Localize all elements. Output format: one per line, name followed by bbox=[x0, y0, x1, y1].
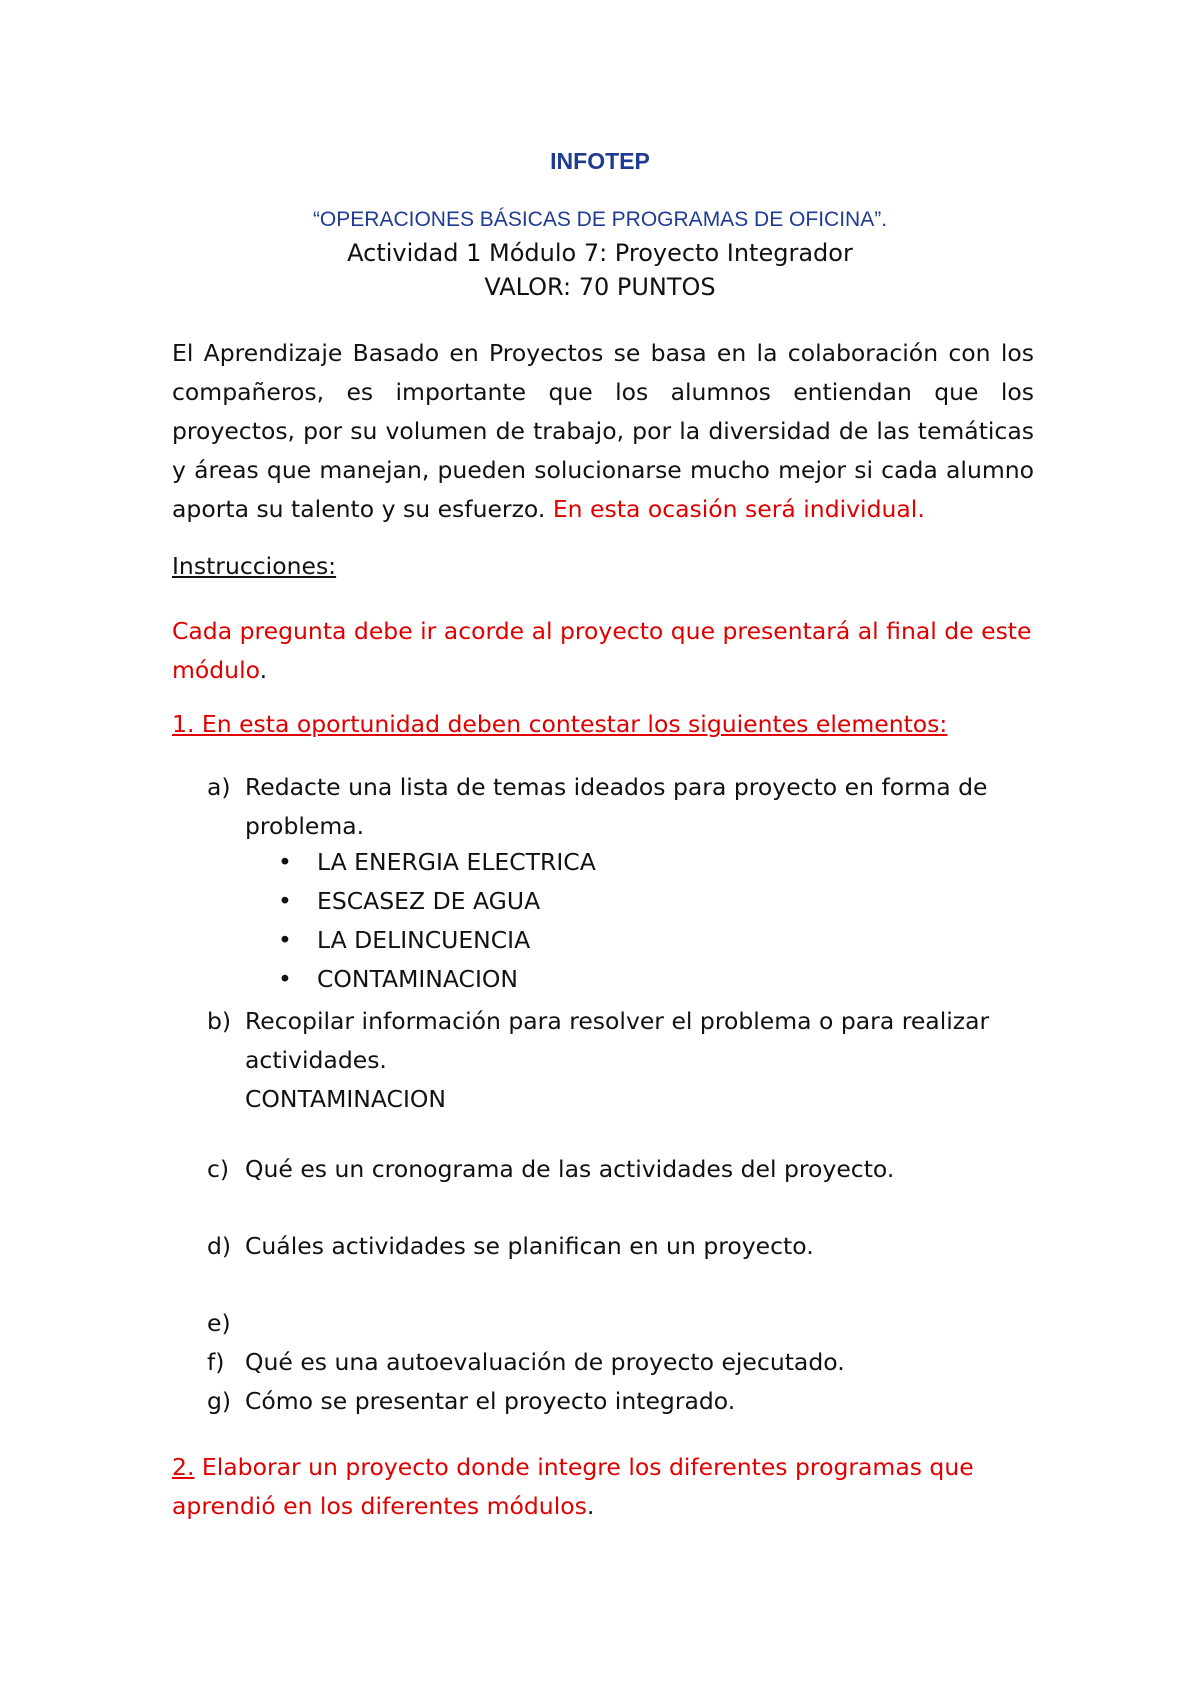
instructions-note-text: Cada pregunta debe ir acorde al proyecto que presentará al final de este módulo bbox=[172, 617, 1032, 684]
question-2-text: Elaborar un proyecto donde integre los diferentes programas que aprendió en los diferentes módulos bbox=[172, 1453, 974, 1520]
item-label: d) bbox=[207, 1232, 232, 1260]
bullet-icon: • bbox=[278, 848, 292, 876]
item-text: Qué es una autoevaluación de proyecto ejecutado. bbox=[245, 1348, 845, 1376]
answer-b-text: CONTAMINACION bbox=[245, 1085, 446, 1113]
bullet-icon: • bbox=[278, 965, 292, 993]
intro-highlight: En esta ocasión será individual. bbox=[552, 495, 925, 523]
question-1-heading: 1. En esta oportunidad deben contestar los siguientes elementos: bbox=[172, 710, 948, 738]
bullet-text: ESCASEZ DE AGUA bbox=[317, 887, 541, 915]
question-2-end: . bbox=[586, 1492, 595, 1520]
item-text: Redacte una lista de temas ideados para proyecto en forma de problema. bbox=[245, 773, 988, 840]
item-text: Qué es un cronograma de las actividades del proyecto. bbox=[245, 1155, 895, 1183]
item-text: Recopilar información para resolver el problema o para realizar actividades. bbox=[245, 1007, 990, 1074]
instructions-note bbox=[172, 612, 1034, 690]
bullet-text: LA DELINCUENCIA bbox=[317, 926, 531, 954]
bullet-icon: • bbox=[278, 926, 292, 954]
item-label: f) bbox=[207, 1348, 225, 1376]
item-label: a) bbox=[207, 773, 231, 801]
activity-title: Actividad 1 Módulo 7: Proyecto Integrador bbox=[347, 239, 853, 267]
bullet-icon: • bbox=[278, 887, 292, 915]
question-2 bbox=[172, 1448, 1034, 1526]
item-label: e) bbox=[207, 1309, 231, 1337]
item-label: g) bbox=[207, 1387, 232, 1415]
bullet-text: LA ENERGIA ELECTRICA bbox=[317, 848, 596, 876]
instructions-note-end: . bbox=[259, 656, 268, 684]
course-name: “OPERACIONES BÁSICAS DE PROGRAMAS DE OFICINA”. bbox=[312, 208, 888, 231]
activity-value: VALOR: 70 PUNTOS bbox=[484, 273, 716, 301]
document-title: INFOTEP bbox=[550, 148, 650, 174]
instructions-heading: Instrucciones: bbox=[172, 552, 337, 580]
intro-paragraph bbox=[172, 334, 1034, 529]
question-2-number: 2. bbox=[172, 1453, 195, 1481]
item-text: Cuáles actividades se planifican en un proyecto. bbox=[245, 1232, 814, 1260]
item-text: Cómo se presentar el proyecto integrado. bbox=[245, 1387, 736, 1415]
bullet-text: CONTAMINACION bbox=[317, 965, 518, 993]
item-label: b) bbox=[207, 1007, 232, 1035]
item-label: c) bbox=[207, 1155, 230, 1183]
intro-text: El Aprendizaje Basado en Proyectos se basa en la colaboración con los compañeros, es importante que los alumnos entiendan que los proyectos, por su volumen de trabajo, por la diversidad de las temáticas y áreas que manejan, pueden solucionarse mucho mejor si cada alumno aporta su talento y su esfuerzo. bbox=[172, 339, 1034, 523]
